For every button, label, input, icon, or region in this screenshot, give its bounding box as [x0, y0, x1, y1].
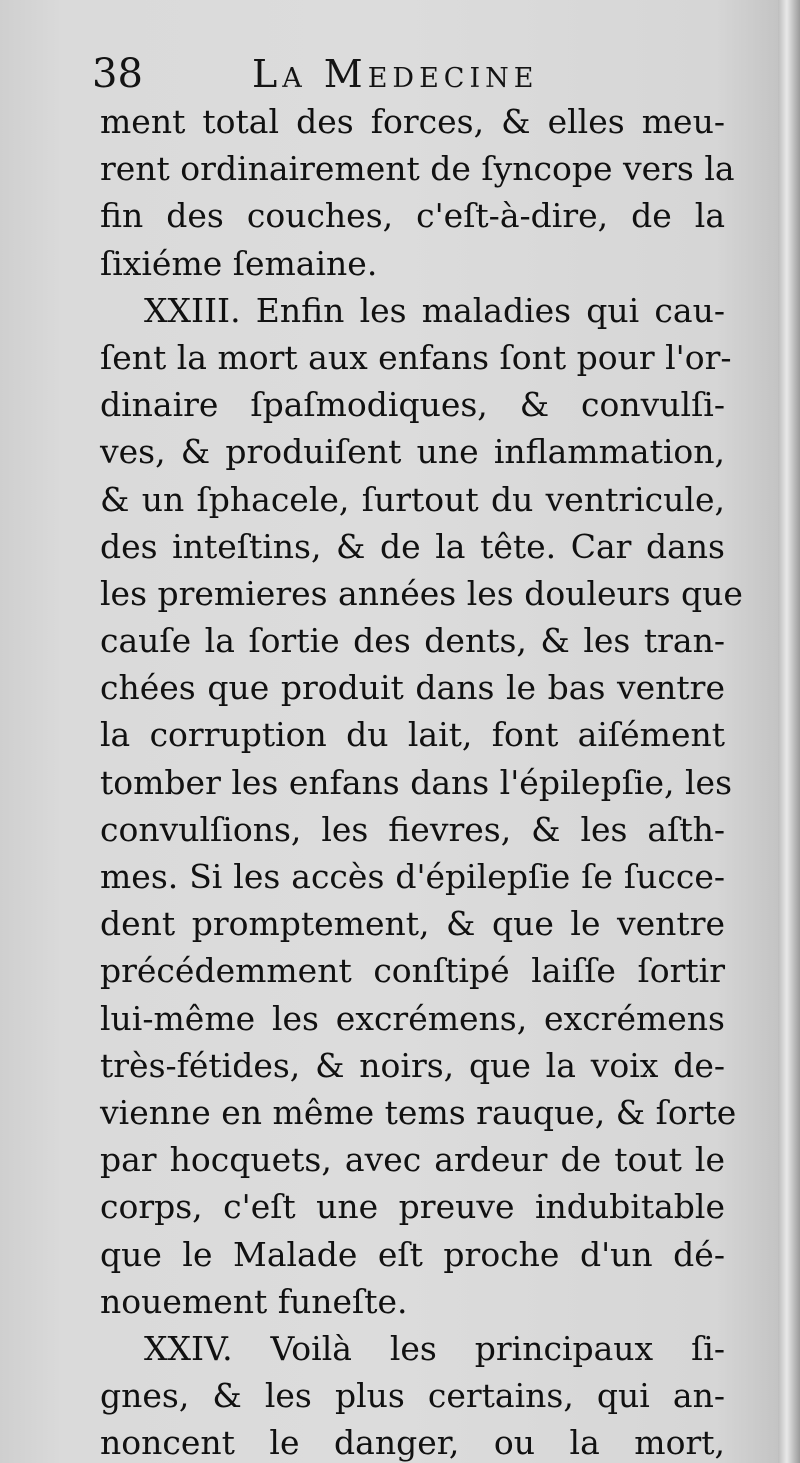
text-line: ment total des forces, & elles meu- — [100, 102, 725, 141]
text-line: gnes, & les plus certains, qui an- — [100, 1376, 725, 1416]
text-line: ves, & produiſent une inflammation, — [100, 432, 725, 472]
text-line: ſixiéme ſemaine. — [100, 243, 378, 283]
text-line: très-fétides, & noirs, que la voix de- — [100, 1045, 725, 1085]
body-text — [100, 98, 743, 1463]
page-edge — [778, 0, 800, 1463]
text-line: par hocquets, avec ardeur de tout le — [100, 1140, 725, 1180]
text-line: nouement funeſte. — [100, 1281, 408, 1321]
text-line: convulſions, les fievres, & les aſth- — [100, 809, 725, 849]
text-line: lui-même les excrémens, excrémens — [100, 998, 725, 1038]
text-line: la corruption du lait, font aiſément — [100, 715, 725, 755]
text-line: & un ſphacele, ſurtout du ventricule, — [100, 479, 725, 519]
running-header — [92, 50, 752, 98]
text-line: dent promptement, & que le ventre — [100, 904, 725, 944]
text-line: dinaire ſpaſmodiques, & convulſi- — [100, 385, 725, 425]
text-line: corps, c'eſt une preuve indubitable — [100, 1187, 725, 1227]
text-line: vienne en même tems rauque, & ſorte — [100, 1092, 737, 1132]
running-title: La Medecine — [252, 52, 539, 96]
text-line: ſent la mort aux enfans ſont pour l'or- — [100, 337, 732, 377]
text-line: les premieres années les douleurs que — [100, 573, 743, 613]
paragraph-start-xxiii: XXIII. Enfin les maladies qui cau- — [144, 290, 725, 330]
text-line: précédemment conſtipé laiſſe ſortir — [100, 951, 725, 991]
text-line: rent ordinairement de ſyncope vers la — [100, 149, 735, 189]
text-line: mes. Si les accès d'épilepſie ſe ſucce- — [100, 857, 725, 896]
paragraph-start-xxiv: XXIV. Voilà les principaux ſi- — [144, 1328, 725, 1368]
text-line: tomber les enfans dans l'épilepſie, les — [100, 762, 733, 802]
text-line: que le Malade eſt proche d'un dé- — [100, 1234, 725, 1274]
text-line: fin des couches, c'eſt-à-dire, de la — [100, 196, 725, 236]
text-line: des inteſtins, & de la tête. Car dans — [100, 526, 725, 566]
page-number: 38 — [92, 51, 143, 97]
text-line: cauſe la ſortie des dents, & les tran- — [100, 621, 725, 661]
text-line: noncent le danger, ou la mort, — [100, 1423, 725, 1463]
text-line: chées que produit dans le bas ventre — [100, 668, 725, 708]
